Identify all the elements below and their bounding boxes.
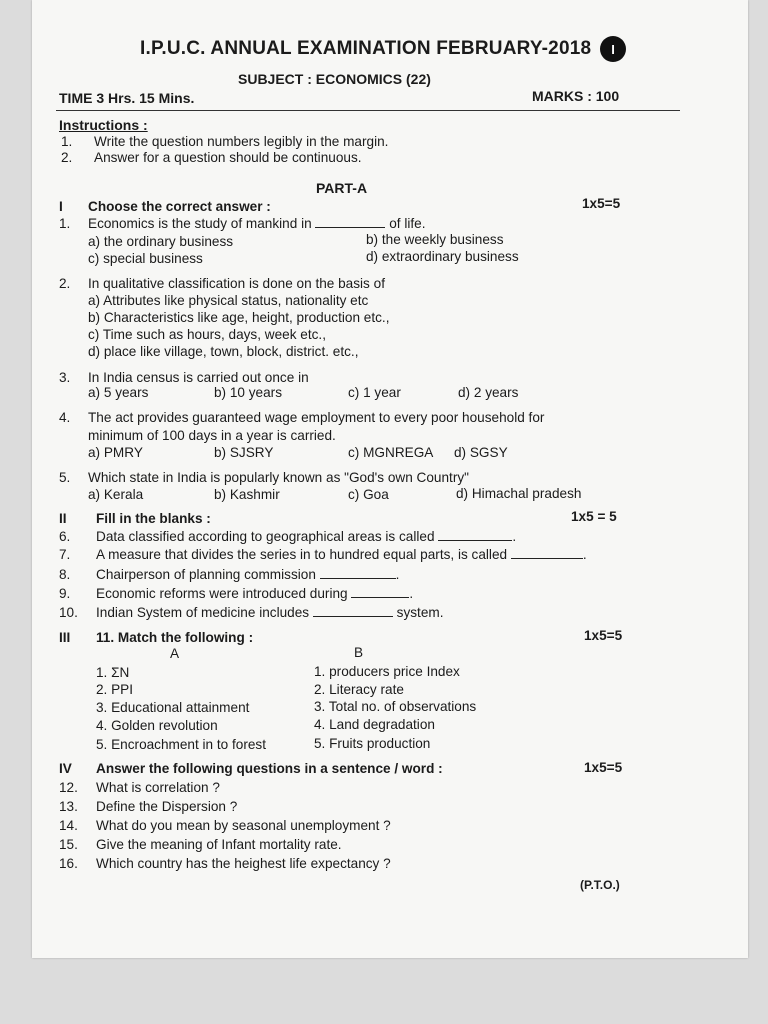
option: b) the weekly business bbox=[366, 232, 504, 247]
option: a) the ordinary business bbox=[88, 234, 234, 249]
page-turn-note: (P.T.O.) bbox=[580, 878, 620, 892]
question-number: 6. bbox=[59, 529, 71, 544]
section-roman: I bbox=[59, 199, 63, 214]
section-roman: II bbox=[59, 511, 67, 526]
question-number: 1. bbox=[59, 216, 71, 231]
question-number: 15. bbox=[59, 837, 78, 852]
section-title: Answer the following questions in a sentence / word : bbox=[96, 761, 443, 776]
question-text: In qualitative classification is done on the basis of bbox=[88, 276, 385, 291]
answer-blank bbox=[511, 548, 583, 559]
option: b) 10 years bbox=[214, 385, 283, 400]
question-number: 13. bbox=[59, 799, 78, 814]
fill-blank-question: Indian System of medicine includes system. bbox=[96, 605, 444, 620]
option: b) Kashmir bbox=[214, 487, 280, 502]
question-number: 8. bbox=[59, 567, 71, 582]
option: d) SGSY bbox=[454, 445, 508, 460]
match-item-b: 5. Fruits production bbox=[314, 736, 431, 751]
match-item-a: 1. ΣN bbox=[96, 665, 130, 680]
section-marks: 1x5=5 bbox=[584, 628, 623, 643]
question-text: Which state in India is popularly known as "God's own Country" bbox=[88, 470, 469, 485]
section-title: Fill in the blanks : bbox=[96, 511, 211, 526]
short-question: What is correlation ? bbox=[96, 780, 220, 795]
header-divider bbox=[56, 110, 680, 111]
section-marks: 1x5=5 bbox=[584, 760, 623, 775]
match-item-b: 4. Land degradation bbox=[314, 717, 435, 732]
section-title: Choose the correct answer : bbox=[88, 199, 271, 214]
option: c) Time such as hours, days, week etc., bbox=[88, 327, 326, 342]
answer-blank bbox=[313, 606, 393, 617]
short-question: Define the Dispersion ? bbox=[96, 799, 238, 814]
short-question: What do you mean by seasonal unemployment ? bbox=[96, 818, 391, 833]
fill-blank-question: A measure that divides the series in to hundred equal parts, is called . bbox=[96, 547, 587, 562]
option: c) 1 year bbox=[348, 385, 401, 400]
match-item-b: 1. producers price Index bbox=[314, 664, 460, 679]
option: a) Attributes like physical status, nationality etc bbox=[88, 293, 369, 308]
question-number: 14. bbox=[59, 818, 78, 833]
section-marks: 1x5=5 bbox=[582, 196, 621, 211]
question-number: 12. bbox=[59, 780, 78, 795]
question-text: The act provides guaranteed wage employment to every poor household for bbox=[88, 410, 545, 425]
answer-blank bbox=[315, 217, 385, 228]
column-b-heading: B bbox=[354, 645, 364, 660]
question-number: 3. bbox=[59, 370, 71, 385]
short-question: Give the meaning of Infant mortality rate. bbox=[96, 837, 342, 852]
question-number: 4. bbox=[59, 410, 71, 425]
part-a-heading: PART-A bbox=[316, 180, 368, 196]
question-number: 5. bbox=[59, 470, 71, 485]
instruction-num: 1. bbox=[61, 134, 73, 149]
match-item-a: 4. Golden revolution bbox=[96, 718, 218, 733]
subject-line: SUBJECT : ECONOMICS (22) bbox=[238, 71, 431, 87]
fill-blank-question: Economic reforms were introduced during . bbox=[96, 586, 414, 601]
answer-blank bbox=[351, 587, 409, 598]
max-marks: MARKS : 100 bbox=[532, 88, 620, 104]
option: b) Characteristics like age, height, production etc., bbox=[88, 310, 390, 325]
question-text-cont: minimum of 100 days in a year is carried. bbox=[88, 428, 336, 443]
short-question: Which country has the heighest life expectancy ? bbox=[96, 856, 391, 871]
option: a) Kerala bbox=[88, 487, 144, 502]
match-item-a: 5. Encroachment in to forest bbox=[96, 737, 267, 752]
question-text: In India census is carried out once in bbox=[88, 370, 309, 385]
instruction-num: 2. bbox=[61, 150, 73, 165]
option: a) 5 years bbox=[88, 385, 149, 400]
time-allowed: TIME 3 Hrs. 15 Mins. bbox=[59, 90, 195, 106]
question-number: 2. bbox=[59, 276, 71, 291]
option: d) 2 years bbox=[458, 385, 519, 400]
question-number: 9. bbox=[59, 586, 71, 601]
column-a-heading: A bbox=[170, 646, 180, 661]
section-roman: III bbox=[59, 630, 71, 645]
option: a) PMRY bbox=[88, 445, 143, 460]
match-item-a: 2. PPI bbox=[96, 682, 134, 697]
paper-number-badge: I bbox=[600, 36, 626, 62]
option: d) place like village, town, block, district. etc., bbox=[88, 344, 359, 359]
answer-blank bbox=[320, 568, 396, 579]
option: d) extraordinary business bbox=[366, 249, 519, 264]
instruction-text: Answer for a question should be continuous. bbox=[94, 150, 362, 165]
exam-title: I.P.U.C. ANNUAL EXAMINATION FEBRUARY-2018 bbox=[140, 38, 592, 59]
instructions-heading: Instructions : bbox=[59, 117, 148, 133]
section-roman: IV bbox=[59, 761, 72, 776]
option: c) MGNREGA bbox=[348, 445, 434, 460]
option: c) special business bbox=[88, 251, 203, 266]
match-item-b: 2. Literacy rate bbox=[314, 682, 404, 697]
answer-blank bbox=[438, 530, 512, 541]
option: d) Himachal pradesh bbox=[456, 486, 582, 501]
option: b) SJSRY bbox=[214, 445, 274, 460]
match-item-a: 3. Educational attainment bbox=[96, 700, 250, 715]
fill-blank-question: Chairperson of planning commission . bbox=[96, 567, 400, 582]
question-number: 7. bbox=[59, 547, 71, 562]
question-text: Economics is the study of mankind in of life. bbox=[88, 216, 426, 231]
match-item-b: 3. Total no. of observations bbox=[314, 699, 477, 714]
instruction-text: Write the question numbers legibly in the margin. bbox=[94, 134, 389, 149]
fill-blank-question: Data classified according to geographical areas is called . bbox=[96, 529, 517, 544]
option: c) Goa bbox=[348, 487, 389, 502]
section-marks: 1x5 = 5 bbox=[571, 509, 617, 524]
question-number: 10. bbox=[59, 605, 78, 620]
question-number: 16. bbox=[59, 856, 78, 871]
section-title: 11. Match the following : bbox=[96, 630, 254, 645]
